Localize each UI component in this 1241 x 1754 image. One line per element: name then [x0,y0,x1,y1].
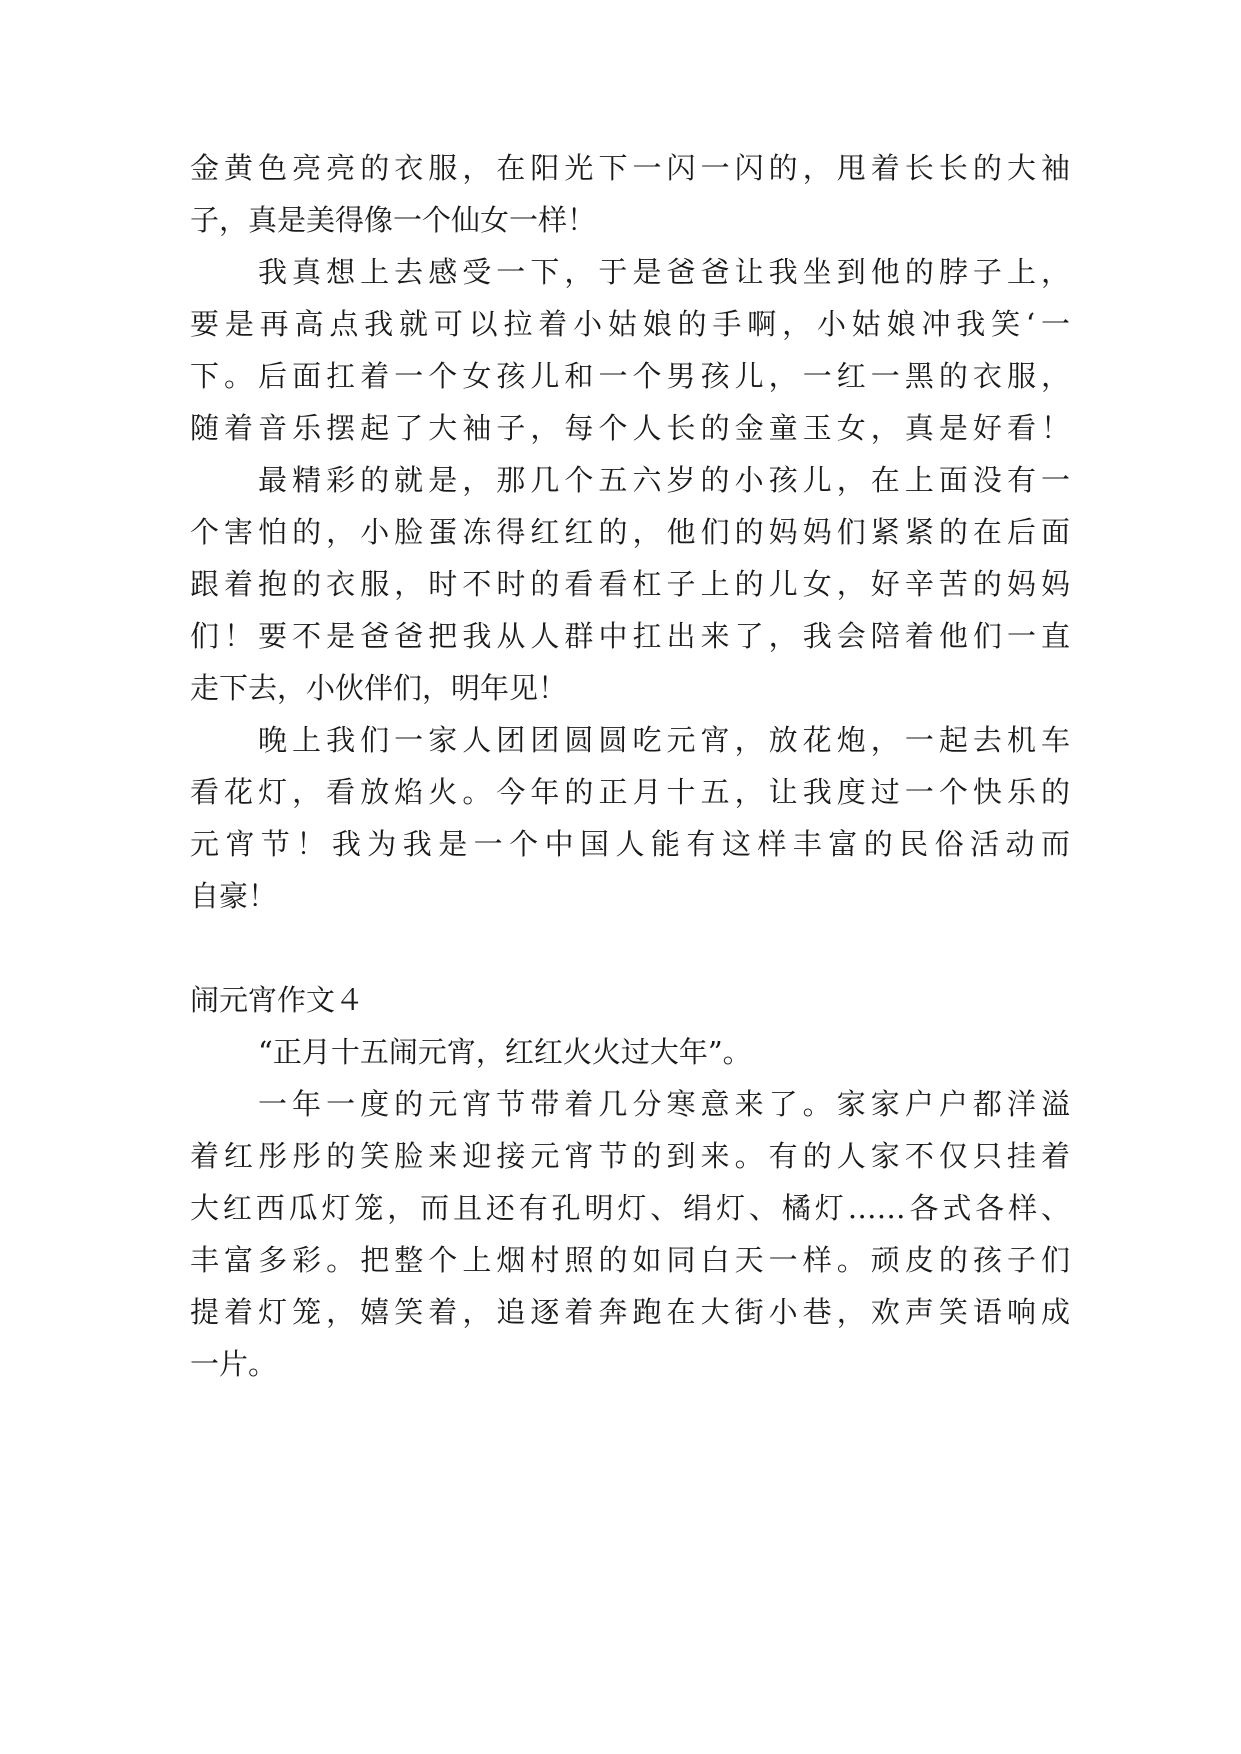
paragraph-first-line: 最精彩的就是，那几个五六岁的小孩儿，在上面没有一 [258,463,1070,497]
text-line: 子，真是美得像一个仙女一样！ [190,203,597,237]
text-line: 走下去，小伙伴们，明年见！ [190,671,568,705]
text-line: 要是再高点我就可以拉着小姑娘的手啊，小姑娘冲我笑‘一 [190,307,1070,341]
text-line: 随着音乐摆起了大袖子，每个人长的金童玉女，真是好看！ [190,411,1070,445]
paragraph-first-line: 晚上我们一家人团团圆圆吃元宵，放花炮，一起去机车 [258,723,1070,757]
text-line: 着红彤彤的笑脸来迎接元宵节的到来。有的人家不仅只挂着 [190,1139,1070,1173]
text-line: 自豪！ [190,879,278,913]
text-line: 看花灯，看放焰火。今年的正月十五，让我度过一个快乐的 [190,775,1070,809]
text-line: 丰富多彩。把整个上烟村照的如同白天一样。顽皮的孩子们 [190,1243,1070,1277]
text-line: 大红西瓜灯笼，而且还有孔明灯、绢灯、橘灯……各式各样、 [190,1191,1070,1225]
text-line: 提着灯笼，嬉笑着，追逐着奔跑在大街小巷，欢声笑语响成 [190,1295,1070,1329]
paragraph-first-line: 一年一度的元宵节带着几分寒意来了。家家户户都洋溢 [258,1087,1070,1121]
text-line: 金黄色亮亮的衣服，在阳光下一闪一闪的，甩着长长的大袖 [190,151,1070,185]
text-line: 跟着抱的衣服，时不时的看看杠子上的儿女，好辛苦的妈妈 [190,567,1070,601]
section-heading: 闹元宵作文４ [190,983,365,1017]
text-line: 元宵节！我为我是一个中国人能有这样丰富的民俗活动而 [190,827,1070,861]
text-line: 们！要不是爸爸把我从人群中扛出来了，我会陪着他们一直 [190,619,1070,653]
text-line: 一片。 [190,1347,278,1381]
text-line: 下。后面扛着一个女孩儿和一个男孩儿，一红一黑的衣服， [190,359,1070,393]
paragraph-first-line: 我真想上去感受一下，于是爸爸让我坐到他的脖子上， [258,255,1070,289]
paragraph-first-line: “正月十五闹元宵，红红火火过大年”。 [258,1035,752,1069]
text-line: 个害怕的，小脸蛋冻得红红的，他们的妈妈们紧紧的在后面 [190,515,1070,549]
